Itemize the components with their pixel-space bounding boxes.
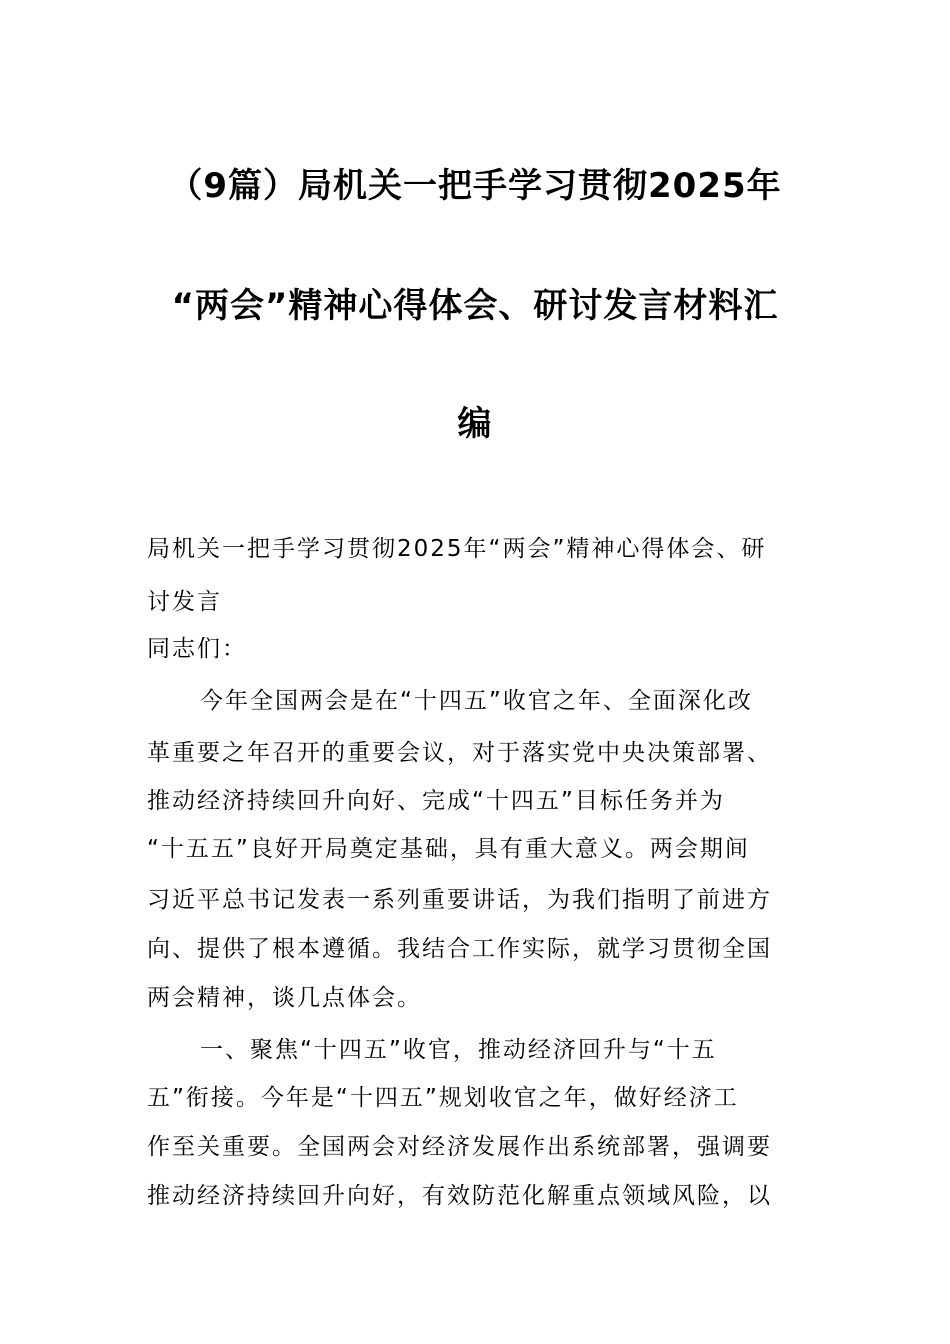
paragraph-2-line-4: 推动经济持续回升向好，有效防范化解重点领域风险，以 (147, 1183, 772, 1209)
paragraph-1-line-2: 革重要之年召开的重要会议，对于落实党中央决策部署、 (147, 740, 772, 766)
subtitle-line-1: 局机关一把手学习贯彻2025年“两会”精神心得体会、研 (147, 536, 767, 562)
paragraph-2-line-3: 作至关重要。全国两会对经济发展作出系统部署，强调要 (147, 1134, 772, 1160)
paragraph-2-line-1: 一、聚焦“十四五”收官，推动经济回升与“十五 (200, 1037, 717, 1063)
document-title-line-1: （9篇）局机关一把手学习贯彻2025年 (168, 166, 782, 206)
paragraph-1-line-5: 习近平总书记发表一系列重要讲话，为我们指明了前进方 (147, 887, 772, 913)
paragraph-1-line-7: 两会精神，谈几点体会。 (147, 985, 422, 1011)
paragraph-1-line-4: “十五五”良好开局奠定基础，具有重大意义。两会期间 (147, 836, 750, 862)
document-title-line-3: 编 (457, 404, 493, 444)
paragraph-2-line-2: 五”衔接。今年是“十四五”规划收官之年，做好经济工 (147, 1085, 739, 1111)
paragraph-1-line-1: 今年全国两会是在“十四五”收官之年、全面深化改 (200, 688, 753, 714)
paragraph-1-line-3: 推动经济持续回升向好、完成“十四五”目标任务并为 (147, 788, 725, 814)
subtitle-line-2: 讨发言 (147, 589, 222, 615)
salutation: 同志们： (147, 636, 247, 662)
document-title-line-2: “两会”精神心得体会、研讨发言材料汇 (171, 286, 779, 326)
paragraph-1-line-6: 向、提供了根本遵循。我结合工作实际，就学习贯彻全国 (147, 936, 772, 962)
